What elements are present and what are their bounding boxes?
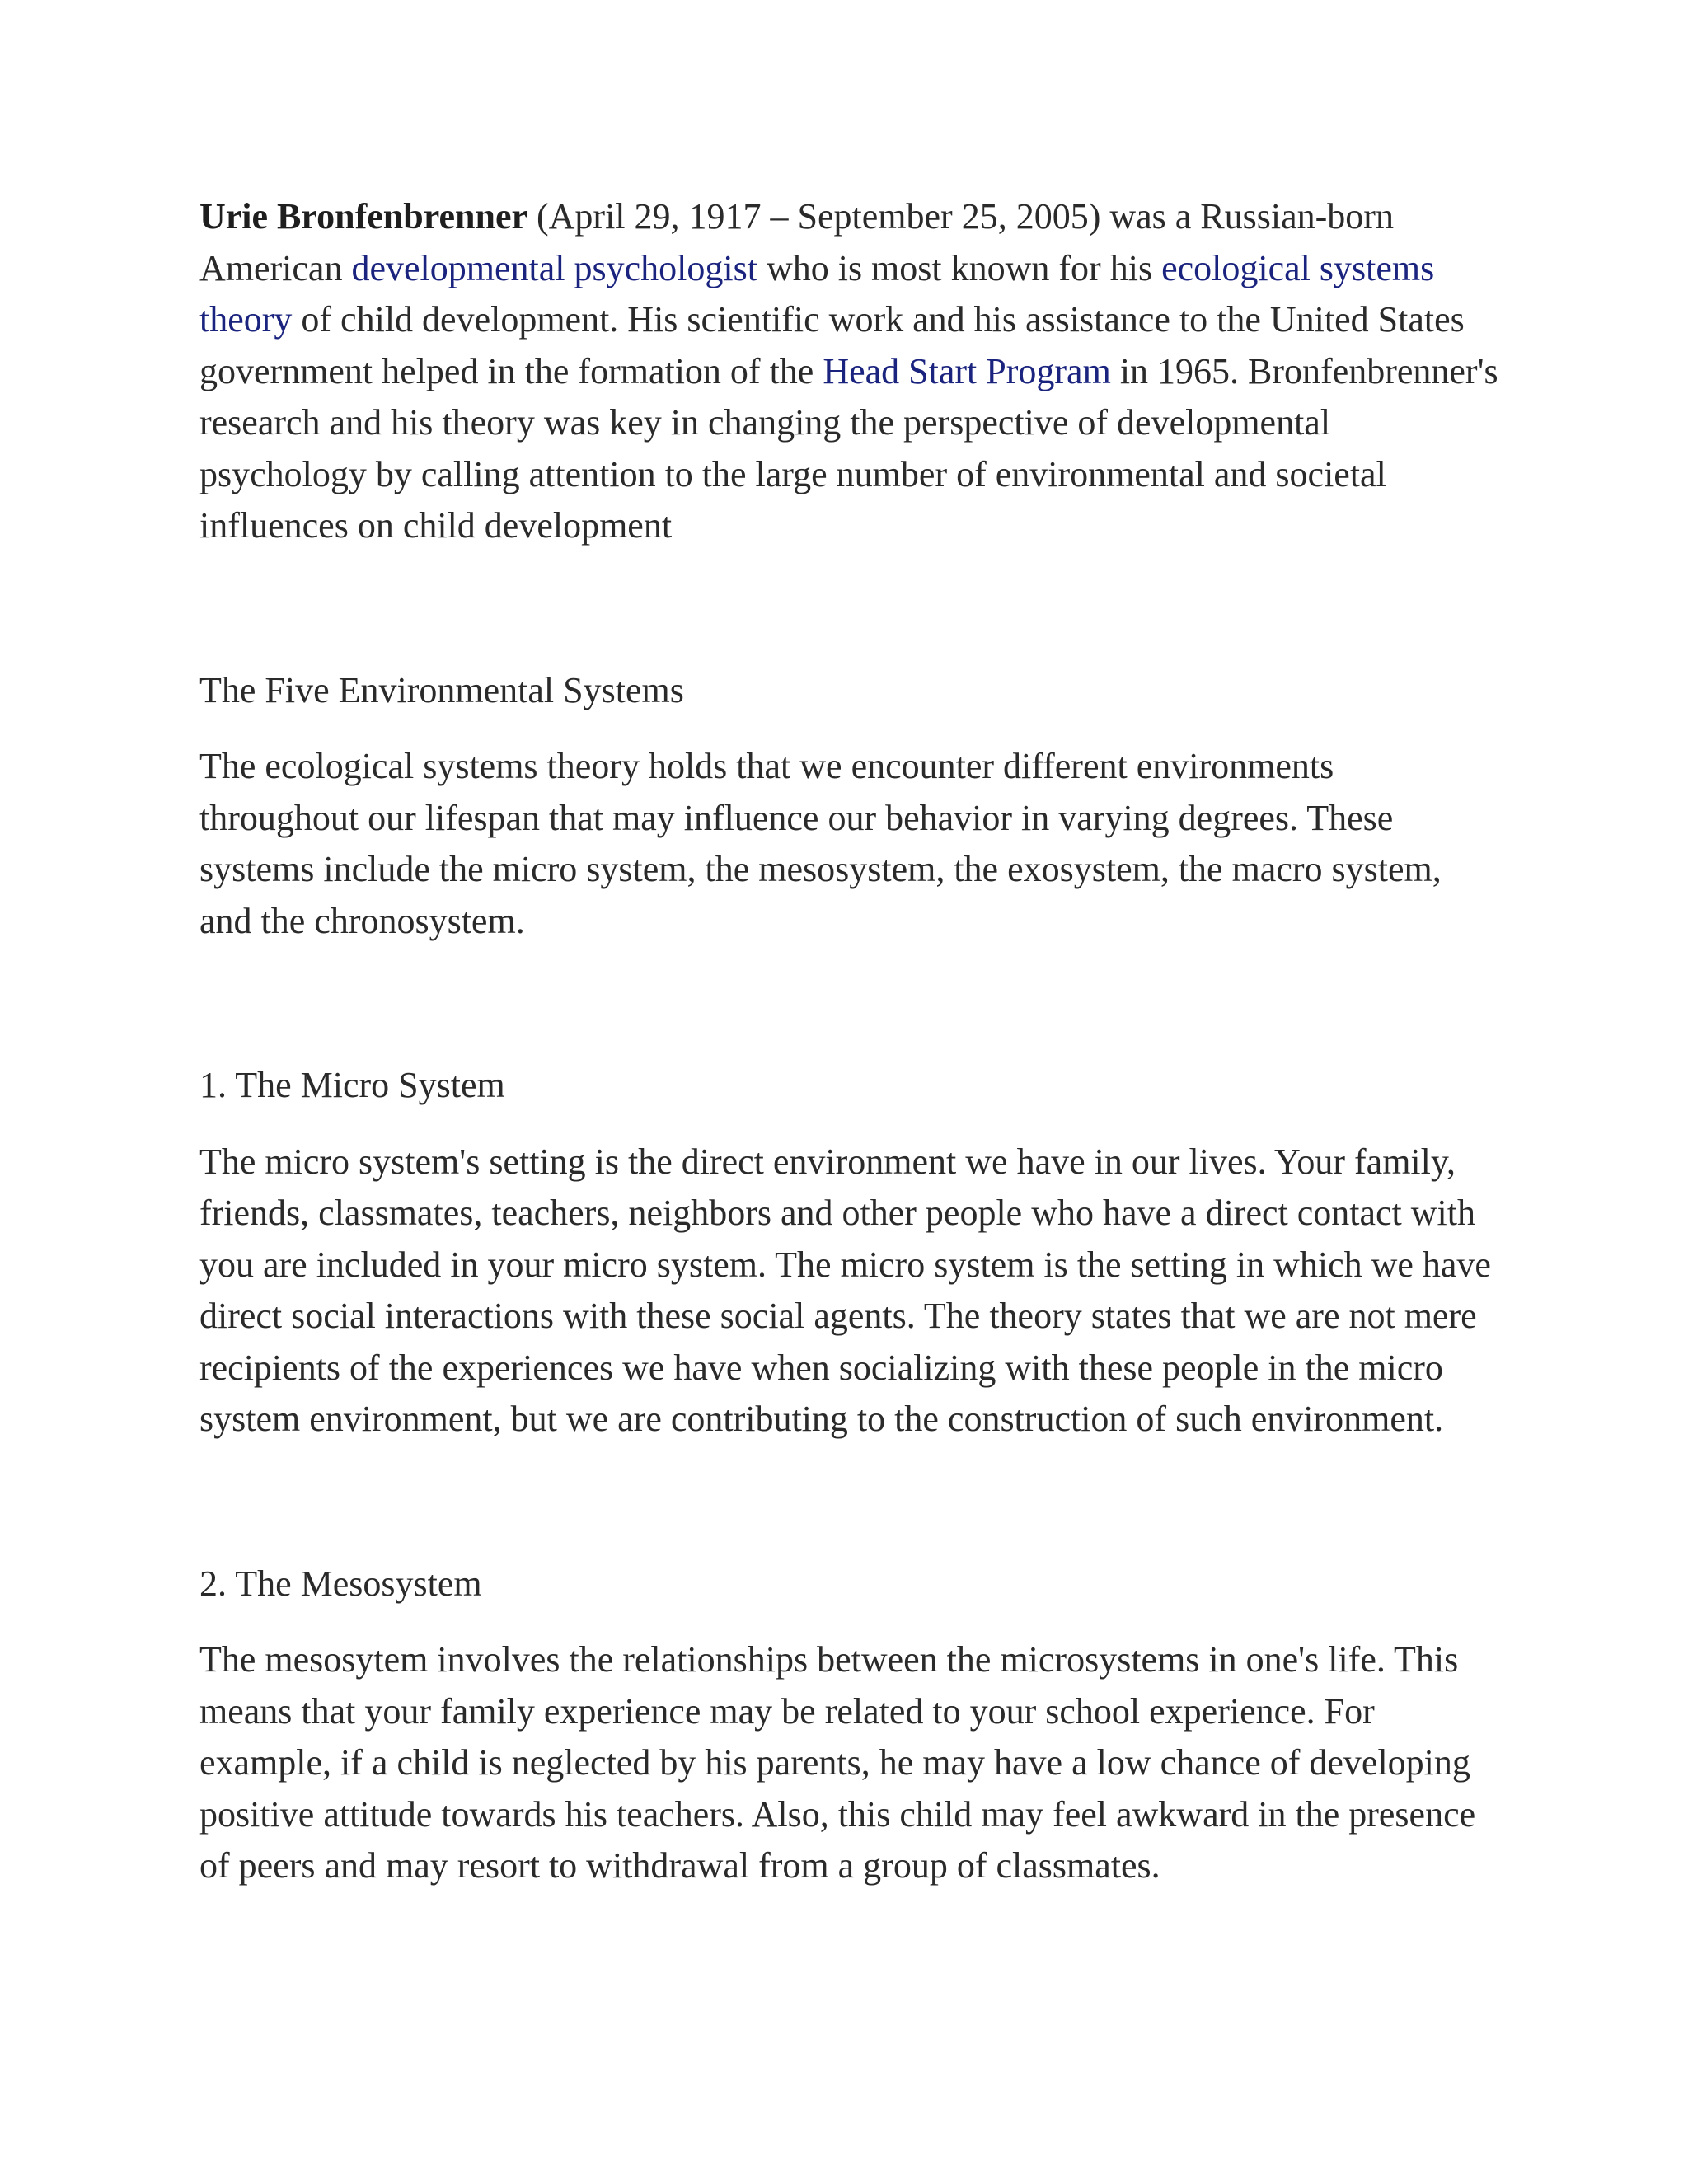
- intro-paragraph: [199, 191, 1502, 552]
- section-body-five-systems: The ecological systems theory holds that we encounter different environments throughout our lifespan that may influence our behavior in varying degrees. These systems include the micro system, the mesosystem, the exosystem, the macro system, and the chronosystem.: [199, 746, 1442, 941]
- intro-text-4: in 1965. Bronfenbrenner's research and his theory was key in changing the perspective of developmental psychology by calling attention to the large number of environmental and societal influences on child development: [199, 350, 1498, 546]
- intro-text-3: of child development. His scientific work and his assistance to the United States government helped in the formation of the: [199, 299, 1465, 391]
- intro-text-1: (April 29, 1917 – September 25, 2005) was a Russian-born American: [199, 196, 1394, 288]
- section-heading-mesosystem: 2. The Mesosystem: [199, 1563, 482, 1604]
- link-developmental-psychologist[interactable]: developmental psychologist: [351, 247, 757, 288]
- link-head-start-program[interactable]: Head Start Program: [823, 350, 1111, 391]
- section-heading-micro-system: 1. The Micro System: [199, 1065, 505, 1105]
- subject-name: Urie Bronfenbrenner: [199, 196, 528, 237]
- intro-text-2: who is most known for his: [757, 247, 1162, 288]
- section-body-micro-system: The micro system's setting is the direct environment we have in our lives. Your family, friends, classmates, teachers, neighbors and other people who have a direct contact with you are included in your micro system. The micro system is the setting in which we have direct social interactions with these social agents. The theory states that we are not mere recipients of the experiences we have when socializing with these people in the micro system environment, but we are contributing to the construction of such environment.: [199, 1141, 1491, 1439]
- section-heading-five-systems: The Five Environmental Systems: [199, 669, 684, 710]
- document-content: [199, 191, 1502, 1892]
- link-ecological-systems-theory[interactable]: ecological systems theory: [199, 247, 1435, 340]
- section-body-mesosystem: The mesosytem involves the relationships between the microsystems in one's life. This means that your family experience may be related to your school experience. For example, if a child is neglected by his parents, he may have a low chance of developing positive attitude towards his teachers. Also, this child may feel awkward in the presence of peers and may resort to withdrawal from a group of classmates.: [199, 1639, 1476, 1886]
